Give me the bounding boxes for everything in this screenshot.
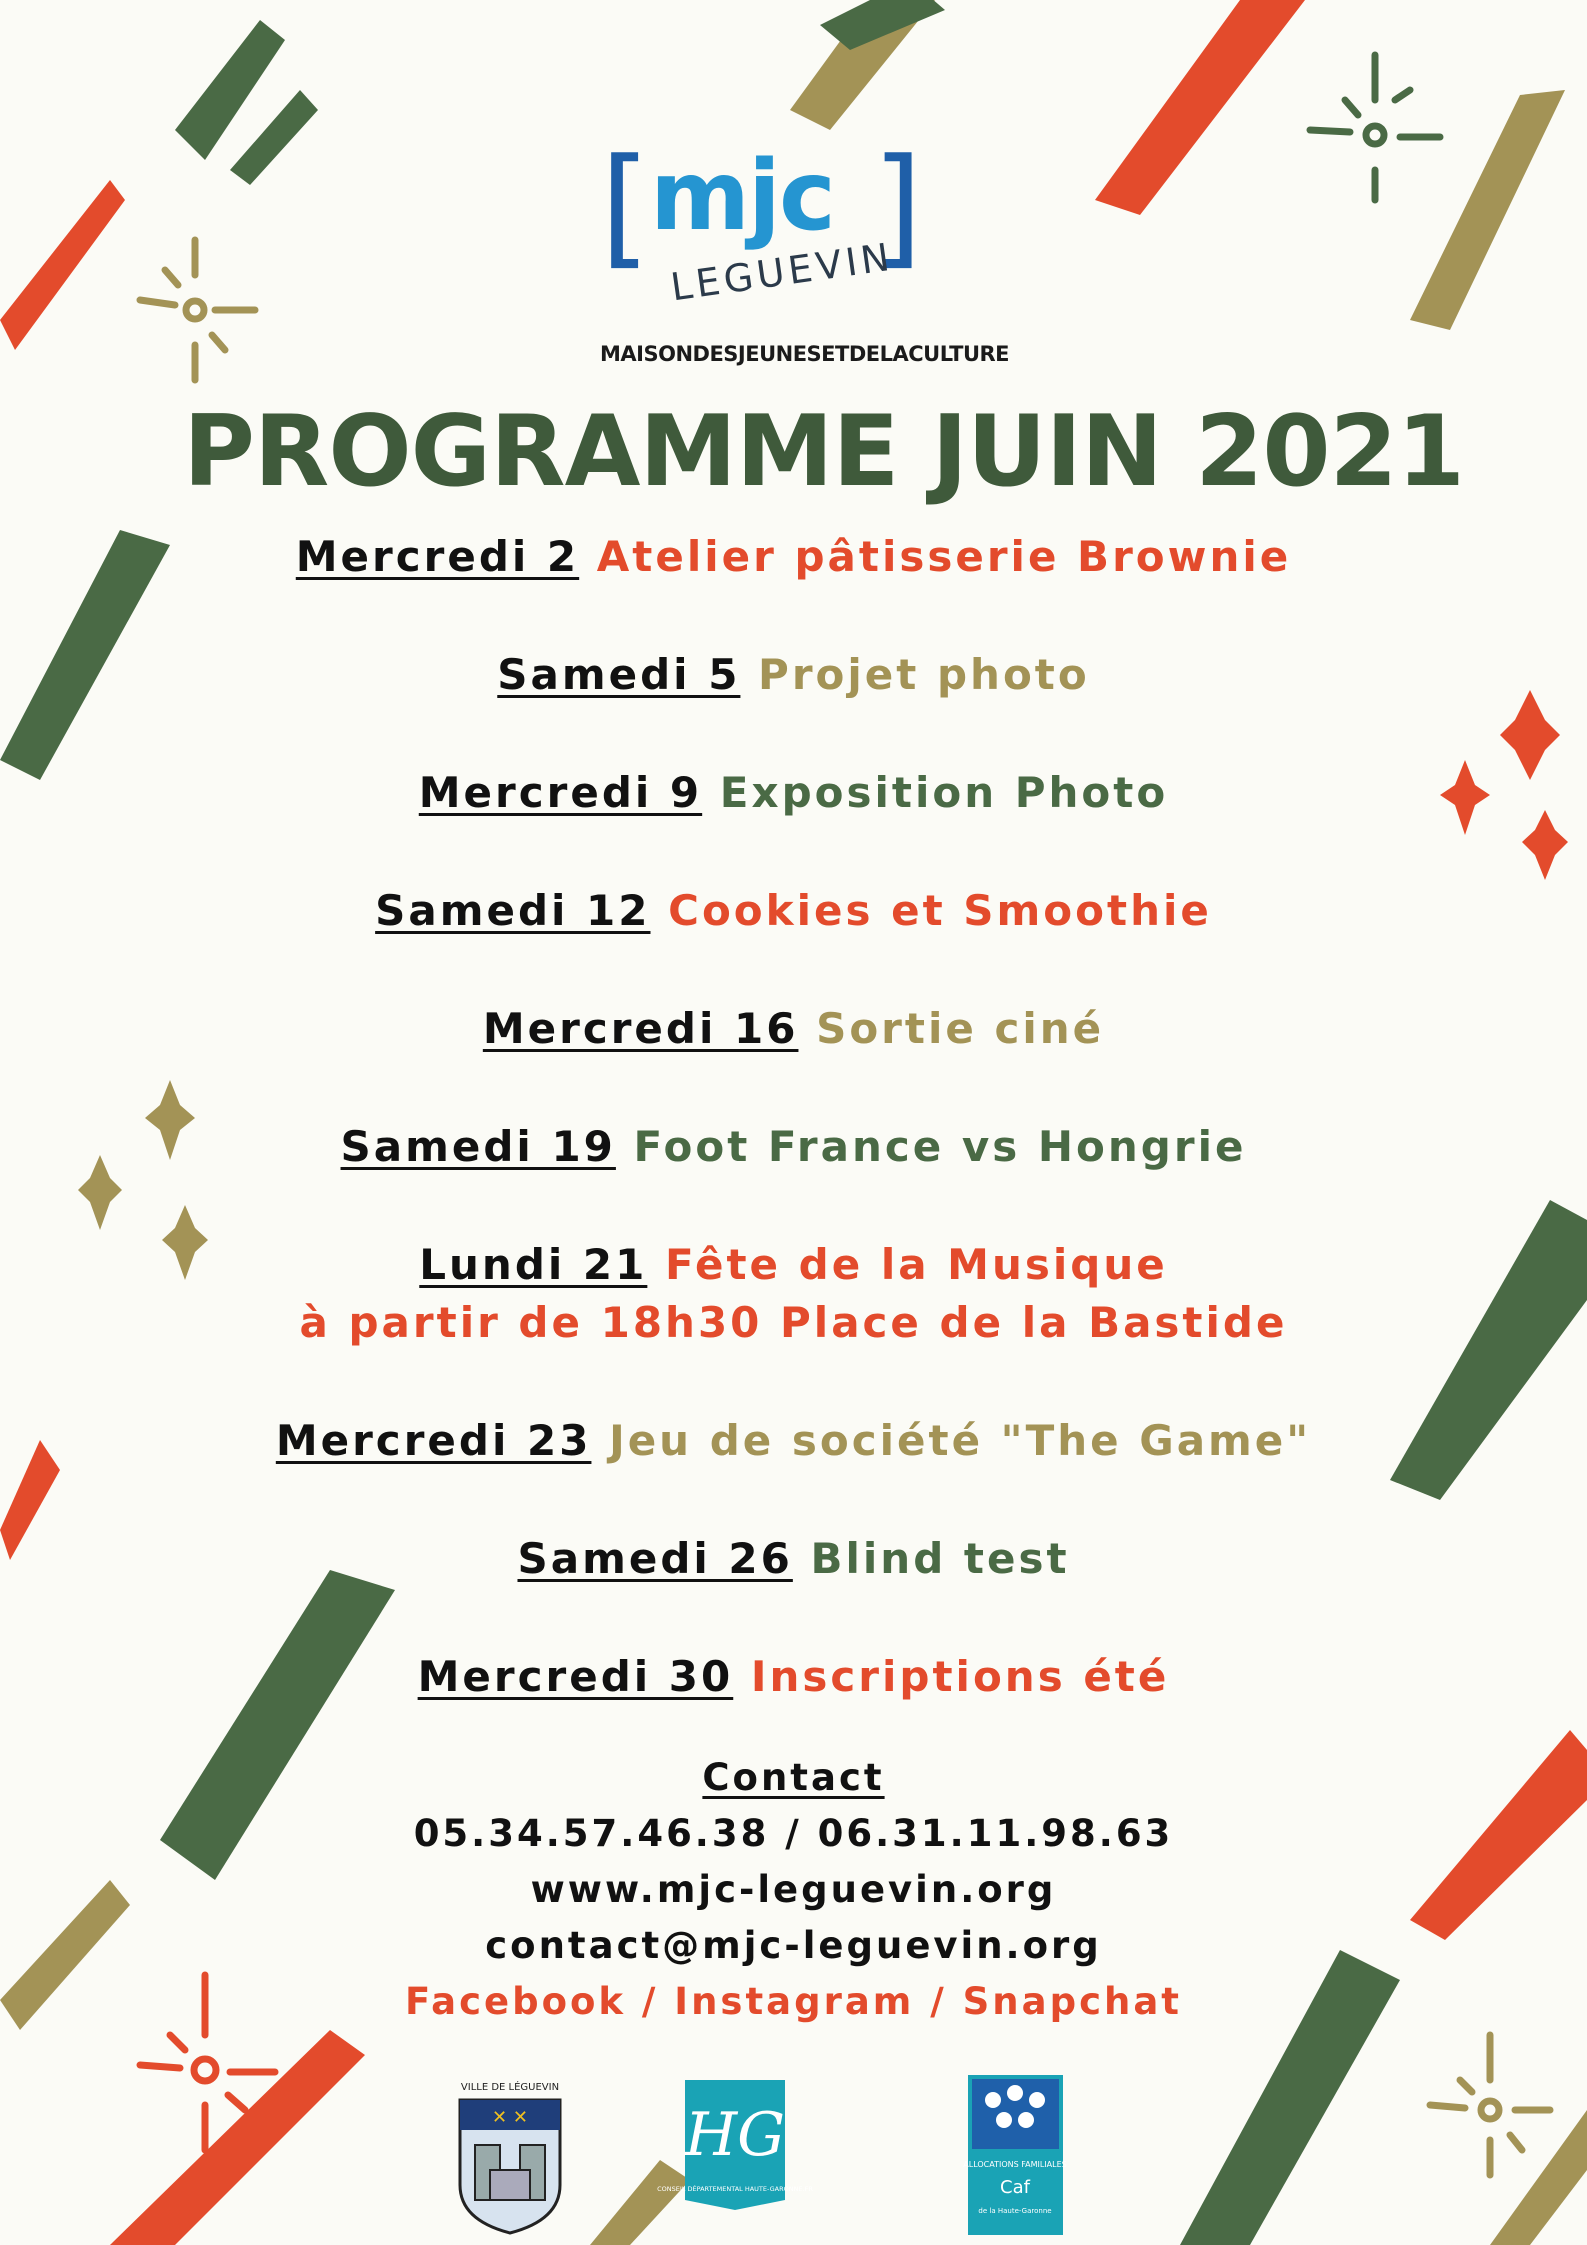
brush-stroke bbox=[230, 90, 318, 185]
event-date: Mercredi 9 bbox=[418, 768, 703, 817]
event-date: Mercredi 2 bbox=[295, 532, 580, 581]
event-date: Mercredi 16 bbox=[482, 1004, 799, 1053]
brush-stroke bbox=[1410, 90, 1565, 330]
event-activity: Foot France vs Hongrie bbox=[633, 1122, 1247, 1171]
event-item bbox=[0, 1530, 1587, 1588]
event-item bbox=[0, 882, 1587, 940]
brush-stroke bbox=[1095, 0, 1305, 215]
contact-email[interactable]: contact@mjc-leguevin.org bbox=[485, 1924, 1102, 1967]
event-date: Samedi 5 bbox=[497, 650, 741, 699]
event-list bbox=[0, 528, 1587, 1766]
contact-phones: 05.34.57.46.38 / 06.31.11.98.63 bbox=[413, 1812, 1174, 1855]
event-item bbox=[0, 1000, 1587, 1058]
ville-label: VILLE DE LÉGUEVIN bbox=[460, 2082, 560, 2093]
event-activity: Jeu de société "The Game" bbox=[609, 1416, 1312, 1465]
event-date: Lundi 21 bbox=[419, 1240, 648, 1289]
page-title: PROGRAMME JUIN 2021 bbox=[183, 395, 1464, 509]
event-date: Samedi 26 bbox=[517, 1534, 793, 1583]
contact-heading: Contact bbox=[702, 1756, 885, 1799]
event-item bbox=[0, 764, 1587, 822]
event-activity: Cookies et Smoothie bbox=[668, 886, 1212, 935]
event-activity: Blind test bbox=[810, 1534, 1070, 1583]
event-item bbox=[0, 1236, 1587, 1352]
ville-de-leguevin-logo bbox=[450, 2075, 570, 2235]
haute-garonne-logo bbox=[657, 2075, 813, 2215]
hg-label: CONSEIL DÉPARTEMENTAL HAUTE-GARONNE.FR bbox=[657, 2185, 813, 2193]
event-activity: Fête de la Musique bbox=[664, 1240, 1168, 1289]
sun-icon bbox=[1430, 2035, 1550, 2175]
caf-line2: Caf bbox=[1000, 2177, 1030, 2198]
hg-mark: HG bbox=[684, 2100, 786, 2170]
event-activity: Projet photo bbox=[758, 650, 1090, 699]
event-item bbox=[0, 1648, 1587, 1706]
sun-icon bbox=[140, 240, 255, 380]
event-item bbox=[0, 1412, 1587, 1470]
event-activity: Inscriptions été bbox=[750, 1652, 1170, 1701]
contact-website[interactable]: www.mjc-leguevin.org bbox=[530, 1868, 1057, 1911]
logo-bracket-left: [ bbox=[600, 130, 651, 282]
event-date: Samedi 19 bbox=[340, 1122, 616, 1171]
caf-logo bbox=[963, 2075, 1067, 2235]
svg-text:✕ ✕: ✕ ✕ bbox=[492, 2107, 528, 2128]
brush-stroke bbox=[1490, 2110, 1587, 2245]
brush-stroke bbox=[0, 180, 125, 350]
event-item bbox=[0, 528, 1587, 586]
contact-social-links[interactable]: Facebook / Instagram / Snapchat bbox=[405, 1980, 1182, 2023]
caf-line1: ALLOCATIONS FAMILIALES bbox=[963, 2160, 1067, 2169]
event-activity: Atelier pâtisserie Brownie bbox=[596, 532, 1292, 581]
caf-line3: de la Haute-Garonne bbox=[978, 2207, 1052, 2215]
contact-block bbox=[0, 1750, 1587, 2030]
event-date: Mercredi 30 bbox=[417, 1652, 734, 1701]
logo-org-name: MAISONDESJEUNESETDELACULTURE bbox=[600, 342, 1010, 366]
sun-icon bbox=[1310, 55, 1440, 200]
logo-city: LEGUEVIN bbox=[668, 234, 897, 310]
logo-bracket-right: ] bbox=[872, 130, 923, 282]
event-item bbox=[0, 646, 1587, 704]
event-date: Samedi 12 bbox=[375, 886, 651, 935]
event-item bbox=[0, 1118, 1587, 1176]
event-detail: à partir de 18h30 Place de la Bastide bbox=[299, 1298, 1288, 1347]
event-activity: Exposition Photo bbox=[719, 768, 1169, 817]
event-activity: Sortie ciné bbox=[816, 1004, 1105, 1053]
logo-brand: mjc bbox=[650, 140, 834, 252]
mjc-logo bbox=[600, 120, 1020, 380]
event-date: Mercredi 23 bbox=[275, 1416, 592, 1465]
